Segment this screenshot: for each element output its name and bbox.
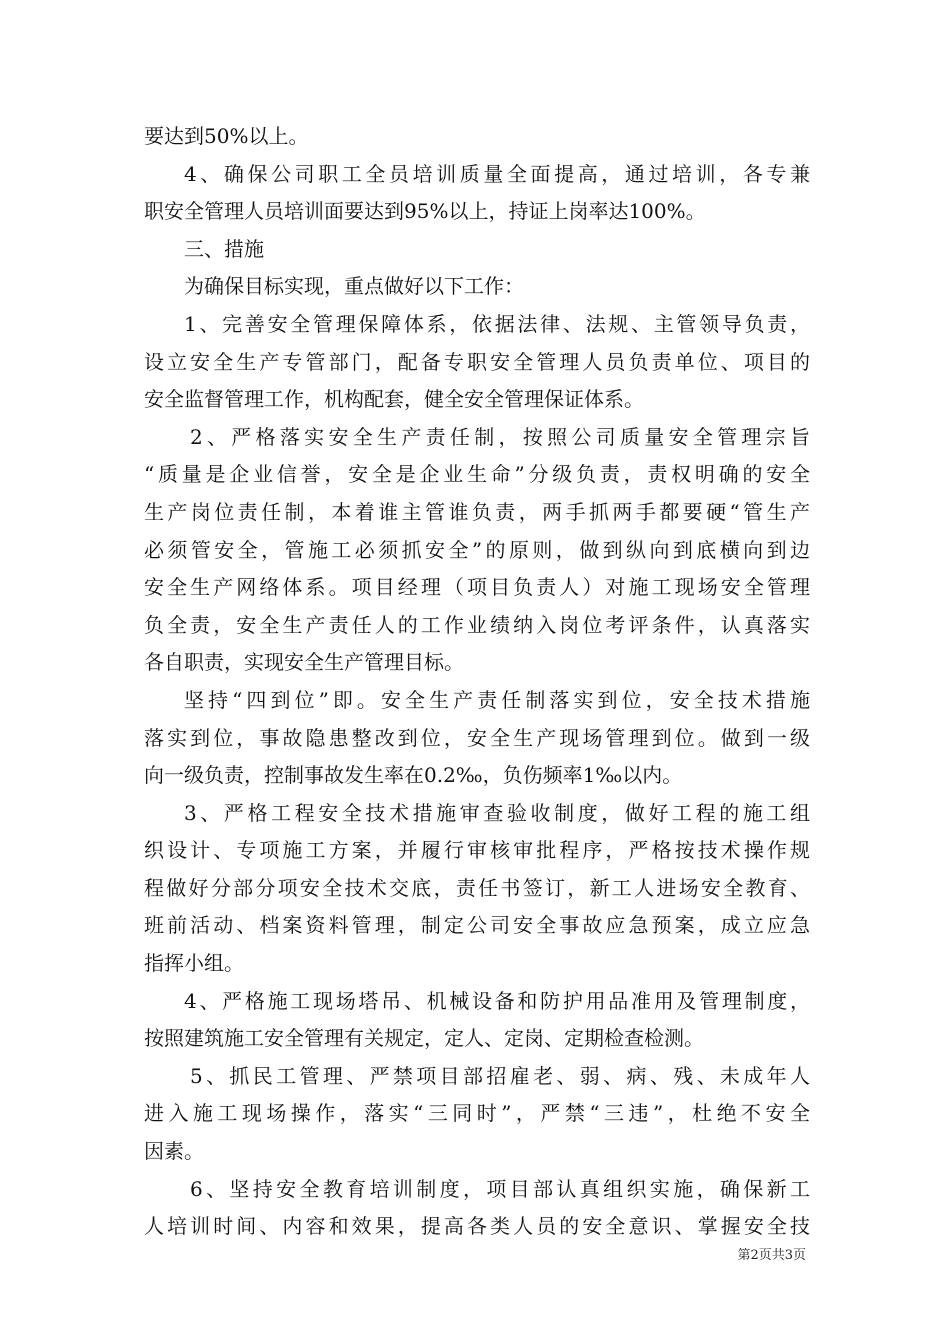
text-line: 6、坚持安全教育培训制度，项目部认真组织实施，确保新工 (190, 1176, 810, 1201)
text-line: 向一级负责，控制事故发生率在0.2‰，负伤频率1‰以内。 (144, 763, 683, 788)
text-line: 进入施工现场操作，落实“三同时”，严禁“三违”，杜绝不安全 (144, 1101, 810, 1126)
text-line: 为确保目标实现，重点做好以下工作： (184, 274, 524, 299)
text-line: 安全监督管理工作，机构配套，健全安全管理保证体系。 (144, 387, 644, 412)
text-line: 班前活动、档案资料管理，制定公司安全事故应急预案，成立应急 (144, 913, 810, 938)
text-line: 人培训时间、内容和效果，提高各类人员的安全意识、掌握安全技 (144, 1214, 810, 1239)
text-line: 各自职责，实现安全生产管理目标。 (144, 650, 464, 675)
text-line: 安全生产网络体系。项目经理（项目负责人）对施工现场安全管理 (144, 575, 810, 600)
text-line: 落实到位，事故隐患整改到位，安全生产现场管理到位。做到一级 (144, 725, 810, 750)
text-line: 织设计、专项施工方案，并履行审核审批程序，严格按技术操作规 (144, 838, 810, 863)
text-line: 程做好分部分项安全技术交底，责任书签订，新工人进场安全教育、 (144, 875, 810, 900)
text-line: 负全责，安全生产责任人的工作业绩纳入岗位考评条件，认真落实 (144, 612, 810, 637)
text-line: 按照建筑施工安全管理有关规定，定人、定岗、定期检查检测。 (144, 1026, 704, 1051)
text-line: “质量是企业信誉，安全是企业生命”分级负责，责权明确的安全 (144, 462, 810, 487)
text-line: 坚持“四到位”即。安全生产责任制落实到位，安全技术措施 (184, 687, 810, 712)
text-line: 指挥小组。 (144, 951, 244, 976)
section-heading: 三、措施 (184, 236, 264, 261)
text-line: 职安全管理人员培训面要达到95%以上，持证上岗率达100%。 (144, 199, 706, 224)
text-line: 1、完善安全管理保障体系，依据法律、法规、主管领导负责， (184, 311, 810, 336)
text-line: 因素。 (144, 1139, 204, 1164)
text-line: 4、严格施工现场塔吊、机械设备和防护用品准用及管理制度， (184, 988, 810, 1013)
document-body (144, 118, 810, 1246)
text-line: 5、抓民工管理、严禁项目部招雇老、弱、病、残、未成年人 (190, 1063, 810, 1088)
text-line: 2、严格落实安全生产责任制，按照公司质量安全管理宗旨 (190, 424, 810, 449)
text-line: 必须管安全，管施工必须抓安全”的原则，做到纵向到底横向到边 (144, 537, 810, 562)
text-line: 生产岗位责任制，本着谁主管谁负责，两手抓两手都要硬“管生产 (144, 499, 810, 524)
text-line: 要达到50%以上。 (144, 124, 309, 148)
page-number: 第2页共3页 (737, 1248, 806, 1263)
text-line: 4、确保公司职工全员培训质量全面提高，通过培训，各专兼 (184, 161, 810, 186)
text-line: 3、严格工程安全技术措施审查验收制度，做好工程的施工组 (184, 800, 810, 825)
text-line: 设立安全生产专管部门，配备专职安全管理人员负责单位、项目的 (144, 349, 810, 374)
